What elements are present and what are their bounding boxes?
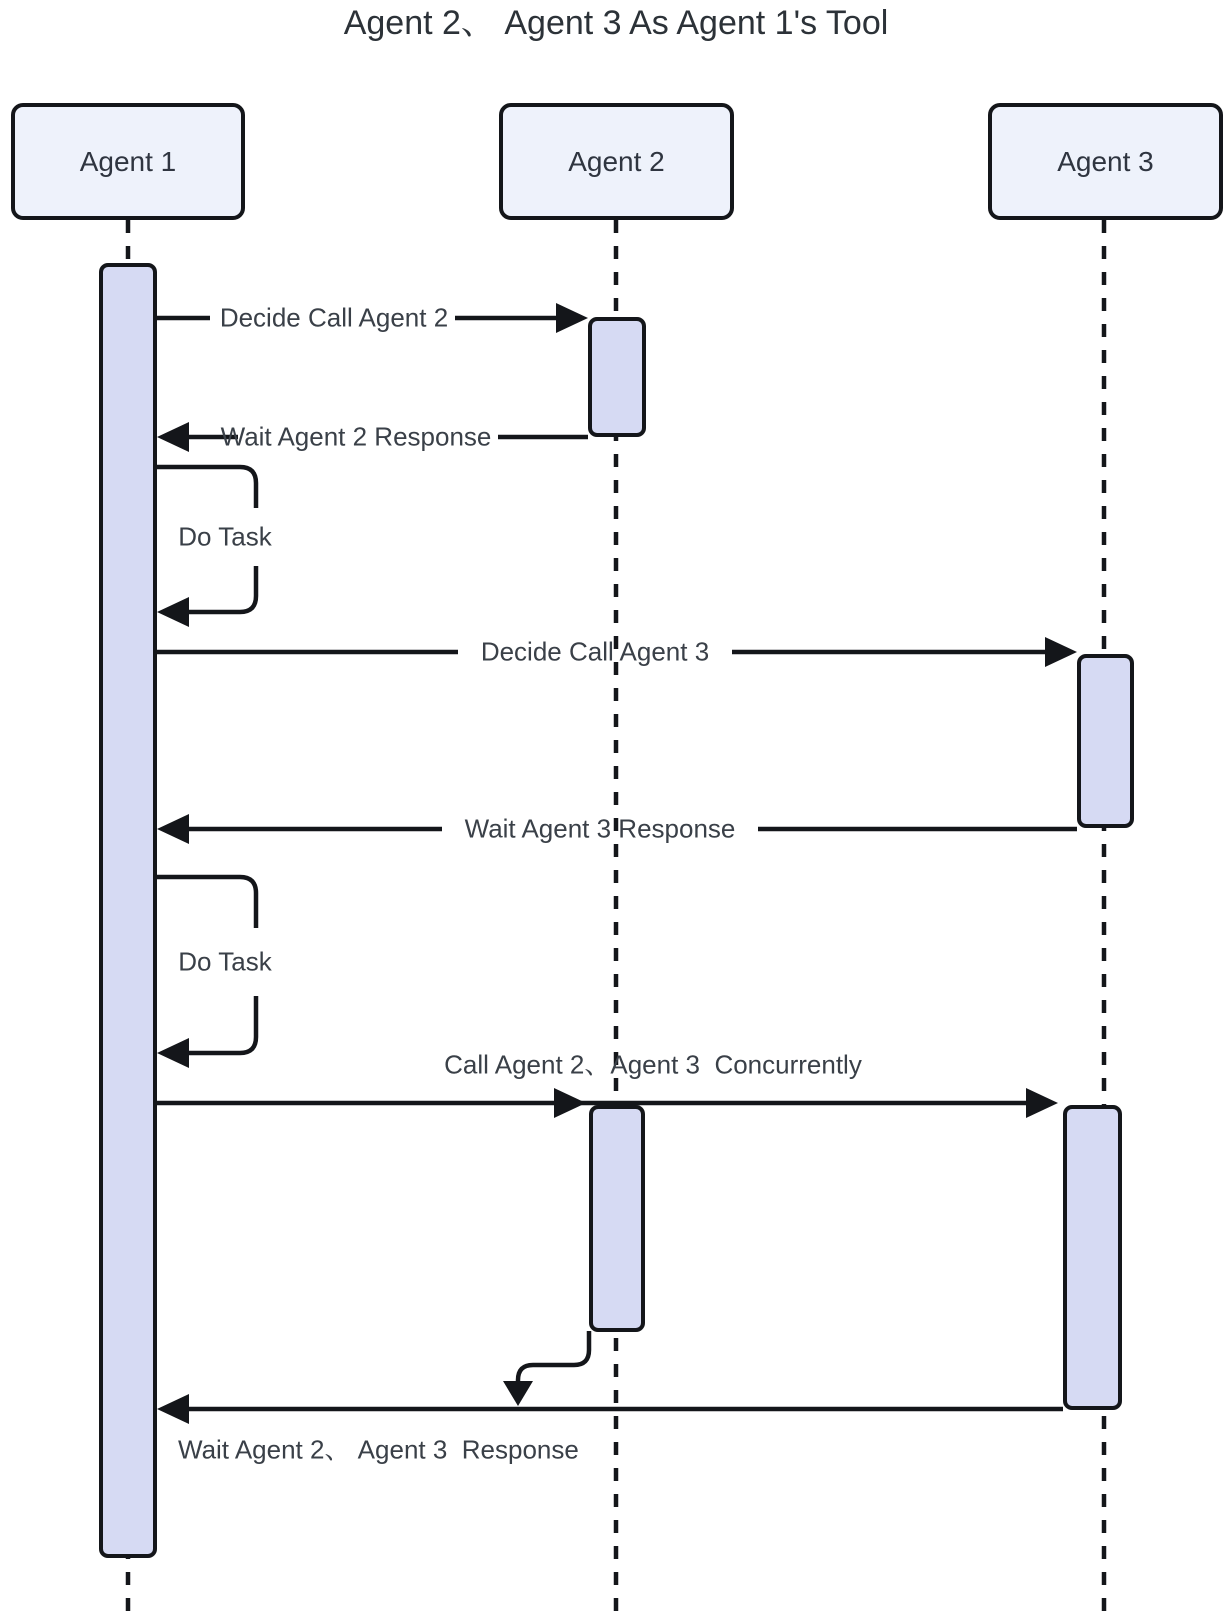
self-loop-do-task-2 — [157, 877, 256, 928]
diagram-title: Agent 2、 Agent 3 As Agent 1's Tool — [343, 4, 889, 42]
arrowhead-icon — [157, 814, 189, 844]
message-label-decide-call-agent3: Decide Call Agent 3 — [480, 636, 710, 667]
activation-agent-3-first — [1077, 654, 1134, 828]
arrowhead-icon — [556, 303, 588, 333]
message-label-decide-call-agent2: Decide Call Agent 2 — [219, 302, 449, 333]
arrowhead-icon — [157, 1038, 189, 1068]
activation-agent-2-first — [588, 317, 646, 437]
self-loop-do-task-2 — [188, 996, 256, 1053]
arrowhead-icon — [1026, 1088, 1058, 1118]
activation-agent-1 — [99, 263, 157, 1558]
message-label-wait-agent2-response: Wait Agent 2 Response — [220, 421, 492, 452]
return-hook-agent2 — [518, 1331, 589, 1383]
arrowhead-icon — [157, 597, 189, 627]
message-label-do-task-1: Do Task — [178, 521, 272, 552]
message-label-wait-agent3-response: Wait Agent 3 Response — [464, 813, 736, 844]
self-loop-do-task-1 — [188, 566, 256, 612]
activation-agent-2-second — [589, 1105, 645, 1332]
actor-agent-2-label: Agent 2 — [568, 145, 665, 177]
arrowhead-icon — [157, 422, 189, 452]
message-label-call-concurrently: Call Agent 2、Agent 3 Concurrently — [444, 1049, 862, 1080]
message-label-wait-concurrent-response: Wait Agent 2、 Agent 3 Response — [178, 1434, 579, 1465]
arrowhead-icon — [503, 1381, 533, 1406]
message-label-do-task-2: Do Task — [178, 946, 272, 977]
actor-agent-3-label: Agent 3 — [1057, 145, 1154, 177]
actor-agent-2 — [499, 103, 734, 220]
actor-agent-1-label: Agent 1 — [79, 145, 177, 177]
self-loop-do-task-1 — [157, 467, 256, 508]
activation-agent-3-second — [1063, 1105, 1122, 1410]
actor-agent-1 — [11, 103, 245, 220]
actor-agent-3 — [988, 103, 1223, 220]
arrowhead-icon — [554, 1088, 586, 1118]
arrowhead-icon — [1045, 637, 1077, 667]
arrowhead-icon — [157, 1394, 189, 1424]
